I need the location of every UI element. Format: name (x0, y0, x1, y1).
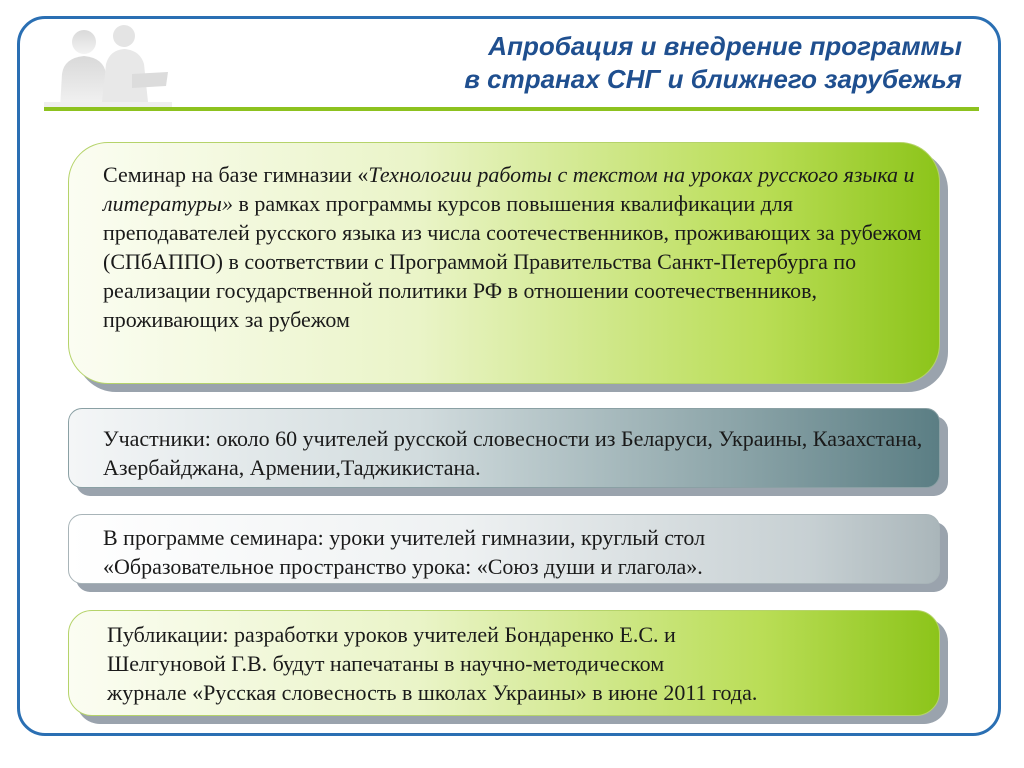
title-underline (44, 107, 979, 111)
publications-line-2: Шелгуновой Г.В. будут напечатаны в научно-методическом (107, 651, 665, 676)
program-line-1: В программе семинара: уроки учителей гимназии, круглый стол (103, 525, 706, 550)
seminar-prefix: Семинар на базе гимназии « (103, 162, 369, 187)
title-line-2: в странах СНГ и ближнего зарубежья (464, 64, 962, 94)
program-line-2: «Образовательное пространство урока: «Союз души и глагола». (103, 554, 703, 579)
card-body (68, 142, 940, 384)
seminar-description: в рамках программы курсов повышения квалификации для преподавателей русского языка из числа соотечественников, проживающих за рубежом (СПбАППО) в соответствии с Программой Правительства Санкт-Петербурга по реализации государственной политики РФ в отношении соотечественников, проживающих за рубежом (103, 191, 922, 332)
seminar-card (68, 142, 940, 384)
seminar-text (103, 160, 933, 334)
publications-text (107, 620, 927, 707)
participants-text: Участники: около 60 учителей русской словесности из Беларуси, Украины, Казахстана, Азербайджана, Армении,Таджикистана. (103, 426, 923, 480)
publications-line-3: журнале «Русская словесность в школах Украины» в июне 2011 года. (107, 680, 758, 705)
program-text (103, 523, 923, 581)
card-body (68, 610, 940, 716)
title-line-1: Апробация и внедрение программы (488, 31, 962, 61)
card-body (68, 408, 940, 488)
business-people-silhouette-icon (44, 22, 172, 108)
page-title (262, 30, 962, 96)
card-body (68, 514, 940, 584)
publications-line-1: Публикации: разработки уроков учителей Бондаренко Е.С. и (107, 622, 676, 647)
participants-card (68, 408, 940, 488)
seminar-title: Технологии работы с текстом на уроках русского языка и литературы» (103, 162, 915, 216)
publications-card (68, 610, 940, 716)
program-card (68, 514, 940, 584)
